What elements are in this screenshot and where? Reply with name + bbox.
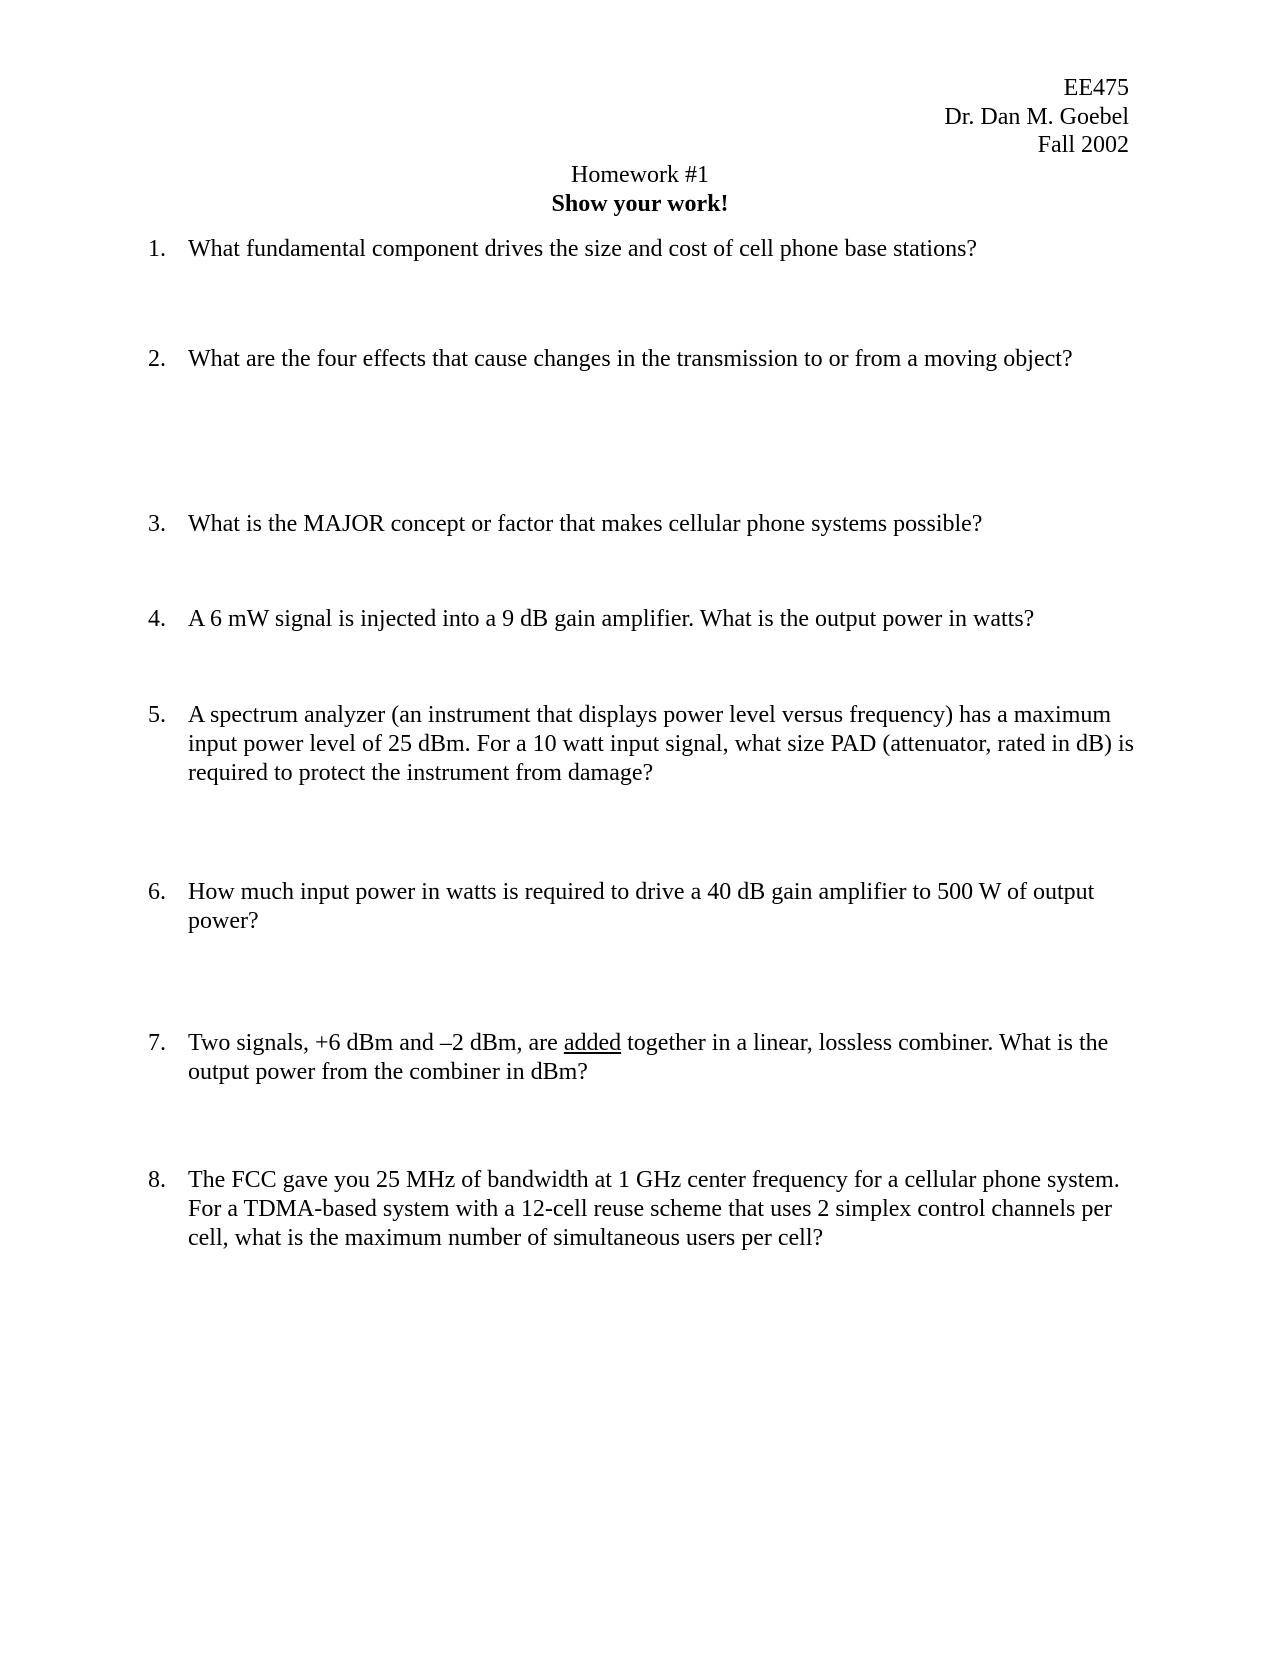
question-number: 6.: [148, 879, 166, 905]
question-1: [148, 235, 1138, 264]
question-7: [148, 1029, 1138, 1087]
question-text: The FCC gave you 25 MHz of bandwidth at 1 GHz center frequency for a cellular phone system. For a TDMA-based system with a 12-cell reuse scheme that uses 2 simplex control channels per cell, what is the maximum number of simultaneous users per cell?: [188, 1167, 1120, 1251]
question-number: 4.: [148, 606, 166, 632]
question-text: What are the four effects that cause changes in the transmission to or from a moving object?: [188, 346, 1073, 372]
question-text: [188, 1029, 1138, 1087]
question-text-after: together in a linear, lossless combiner. What is the output power from the combiner in dBm?: [188, 1030, 1109, 1085]
page-title: Homework #1: [571, 162, 709, 188]
question-number: 8.: [148, 1167, 166, 1193]
question-4: [148, 605, 1138, 634]
instructor-name: Dr. Dan M. Goebel: [944, 103, 1129, 130]
term: Fall 2002: [1037, 132, 1129, 158]
question-8: [148, 1166, 1138, 1253]
question-6: [148, 878, 1138, 936]
title-block: [0, 161, 1280, 219]
question-text: What fundamental component drives the size and cost of cell phone base stations?: [188, 236, 978, 262]
question-text: A 6 mW signal is injected into a 9 dB gain amplifier. What is the output power in watts?: [188, 606, 1035, 632]
question-text-before: Two signals, +6 dBm and –2 dBm, are: [188, 1030, 564, 1056]
page-subtitle: Show your work!: [551, 191, 729, 217]
course-header: [944, 74, 1129, 160]
underlined-word: added: [563, 1030, 622, 1056]
question-text: A spectrum analyzer (an instrument that displays power level versus frequency) has a maximum input power level of 25 dBm. For a 10 watt input signal, what size PAD (attenuator, rated in dB) is required to protect the instrument from damage?: [188, 702, 1134, 786]
question-text: What is the MAJOR concept or factor that makes cellular phone systems possible?: [188, 511, 983, 537]
question-text: How much input power in watts is required to drive a 40 dB gain amplifier to 500 W of output power?: [188, 879, 1095, 934]
question-number: 5.: [148, 702, 166, 728]
question-5: [148, 701, 1138, 788]
question-number: 2.: [148, 346, 166, 372]
question-number: 1.: [148, 236, 166, 262]
question-number: 3.: [148, 511, 166, 537]
question-number: 7.: [148, 1030, 166, 1056]
question-2: [148, 345, 1138, 374]
question-3: [148, 510, 1138, 539]
course-code: EE475: [1063, 75, 1129, 101]
